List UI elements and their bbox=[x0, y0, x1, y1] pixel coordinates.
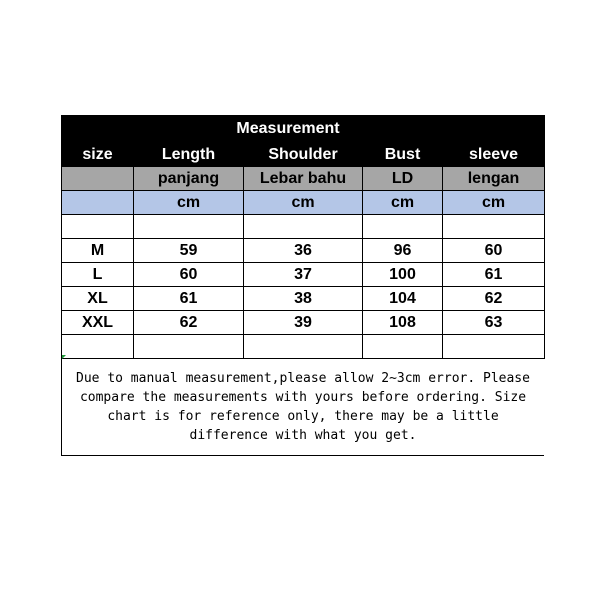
value-cell: 63 bbox=[443, 311, 545, 335]
value-cell: 37 bbox=[244, 263, 363, 287]
blank-cell bbox=[134, 215, 244, 239]
size-cell: XXL bbox=[62, 311, 134, 335]
header-shoulder: Shoulder bbox=[244, 143, 363, 167]
header-size: size bbox=[62, 143, 134, 167]
subheader-lengan: lengan bbox=[443, 167, 545, 191]
unit-cell: cm bbox=[443, 191, 545, 215]
value-cell: 100 bbox=[363, 263, 443, 287]
subheader-panjang: panjang bbox=[134, 167, 244, 191]
blank-row bbox=[62, 215, 545, 239]
value-cell: 59 bbox=[134, 239, 244, 263]
subheader-cell bbox=[62, 167, 134, 191]
value-cell: 61 bbox=[134, 287, 244, 311]
note-line: difference with what you get. bbox=[189, 428, 417, 443]
header-length: Length bbox=[134, 143, 244, 167]
unit-cell: cm bbox=[134, 191, 244, 215]
measurement-note bbox=[61, 355, 544, 456]
value-cell: 62 bbox=[443, 287, 545, 311]
unit-cell: cm bbox=[244, 191, 363, 215]
value-cell: 60 bbox=[443, 239, 545, 263]
value-cell: 96 bbox=[363, 239, 443, 263]
header-bust: Bust bbox=[363, 143, 443, 167]
subheader-row bbox=[62, 167, 545, 191]
table-row bbox=[62, 263, 545, 287]
header-row bbox=[62, 143, 545, 167]
size-table bbox=[61, 115, 545, 359]
size-cell: L bbox=[62, 263, 134, 287]
value-cell: 61 bbox=[443, 263, 545, 287]
note-line: chart is for reference only, there may be a little bbox=[107, 409, 499, 424]
unit-row bbox=[62, 191, 545, 215]
subheader-lebar-bahu: Lebar bahu bbox=[244, 167, 363, 191]
blank-cell bbox=[244, 215, 363, 239]
size-chart bbox=[61, 115, 544, 359]
table-row bbox=[62, 311, 545, 335]
blank-cell bbox=[363, 215, 443, 239]
value-cell: 38 bbox=[244, 287, 363, 311]
blank-cell bbox=[62, 215, 134, 239]
group-header-measurement: Measurement bbox=[134, 116, 443, 143]
unit-cell: cm bbox=[363, 191, 443, 215]
size-cell: M bbox=[62, 239, 134, 263]
group-header-empty bbox=[443, 116, 545, 143]
value-cell: 36 bbox=[244, 239, 363, 263]
value-cell: 104 bbox=[363, 287, 443, 311]
subheader-ld: LD bbox=[363, 167, 443, 191]
note-line: compare the measurements with yours before ordering. Size bbox=[79, 390, 527, 405]
note-line: Due to manual measurement,please allow 2~3cm error. Please bbox=[76, 371, 530, 386]
value-cell: 39 bbox=[244, 311, 363, 335]
size-cell: XL bbox=[62, 287, 134, 311]
value-cell: 108 bbox=[363, 311, 443, 335]
table-row bbox=[62, 287, 545, 311]
value-cell: 62 bbox=[134, 311, 244, 335]
group-header-empty bbox=[62, 116, 134, 143]
header-sleeve: sleeve bbox=[443, 143, 545, 167]
blank-cell bbox=[443, 215, 545, 239]
unit-cell bbox=[62, 191, 134, 215]
table-row bbox=[62, 239, 545, 263]
value-cell: 60 bbox=[134, 263, 244, 287]
group-header-row bbox=[62, 116, 545, 143]
